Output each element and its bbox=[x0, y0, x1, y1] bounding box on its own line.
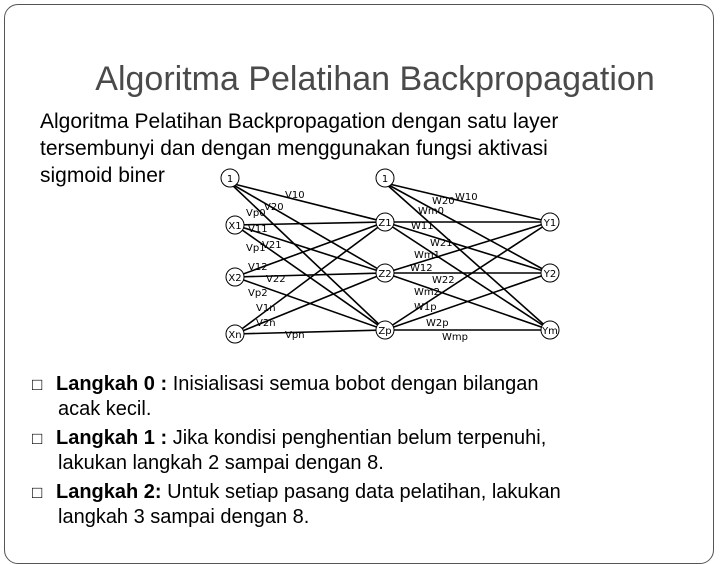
x2-label: X2 bbox=[228, 273, 242, 284]
step-1-cont: lakukan langkah 2 sampai dengan 8. bbox=[58, 452, 384, 474]
weight-v21: V21 bbox=[262, 240, 282, 251]
input-node-xn bbox=[226, 325, 244, 343]
input-node-x1 bbox=[226, 216, 244, 234]
weight-w12: W12 bbox=[410, 263, 433, 274]
hidden-node-zp bbox=[376, 321, 394, 339]
step-2 bbox=[32, 480, 712, 530]
bullet-icon: □ bbox=[32, 375, 43, 394]
bias-input-node bbox=[221, 169, 239, 187]
bullet-icon: □ bbox=[32, 483, 43, 502]
weight-wm0: Wm0 bbox=[418, 206, 444, 217]
xn-label: Xn bbox=[228, 330, 242, 341]
weight-v2n: V2n bbox=[256, 318, 276, 329]
intro-line-3: sigmoid biner bbox=[40, 164, 165, 187]
step-1 bbox=[32, 426, 712, 476]
z2-label: Z2 bbox=[378, 269, 392, 280]
weight-v11: V11 bbox=[248, 224, 268, 235]
weight-vpn: Vpn bbox=[285, 330, 305, 341]
output-node-y2 bbox=[541, 264, 559, 282]
weight-v1n: V1n bbox=[256, 303, 276, 314]
weight-vp2: Vp2 bbox=[248, 288, 268, 299]
weight-v20: V20 bbox=[264, 202, 284, 213]
step-2-cont: langkah 3 sampai dengan 8. bbox=[58, 506, 310, 528]
z1-label: Z1 bbox=[378, 218, 392, 229]
step-1-text: Jika kondisi penghentian belum terpenuhi, bbox=[172, 427, 547, 449]
output-node-ym bbox=[541, 321, 559, 339]
intro-line-2: tersembunyi dan dengan menggunakan fungsi aktivasi bbox=[40, 137, 548, 160]
weight-v12: V12 bbox=[248, 262, 268, 273]
weight-w2p: W2p bbox=[426, 318, 449, 329]
step-0 bbox=[32, 372, 712, 422]
ym-label: Ym bbox=[542, 326, 558, 337]
step-2-title: Langkah 2: bbox=[56, 481, 162, 503]
step-0-text: Inisialisasi semua bobot dengan bilangan bbox=[172, 373, 539, 395]
weight-w21: W21 bbox=[430, 238, 453, 249]
input-hidden-connections bbox=[230, 183, 385, 334]
hidden-output-connections bbox=[385, 183, 550, 330]
weight-v10: V10 bbox=[285, 190, 305, 201]
weight-wm2: Wm2 bbox=[414, 287, 440, 298]
hidden-output-weight-labels bbox=[410, 192, 478, 343]
bias-hidden-node bbox=[376, 169, 394, 187]
steps-list bbox=[32, 372, 712, 530]
weight-w1p: W1p bbox=[414, 302, 437, 313]
y1-label: Y1 bbox=[543, 218, 557, 229]
step-0-title: Langkah 0 : bbox=[56, 373, 168, 395]
step-2-text: Untuk setiap pasang data pelatihan, lakukan bbox=[167, 481, 561, 503]
step-1-title: Langkah 1 : bbox=[56, 427, 168, 449]
weight-vp1: Vp1 bbox=[246, 243, 266, 254]
bullet-icon: □ bbox=[32, 429, 43, 448]
zp-label: Zp bbox=[378, 326, 392, 337]
weight-v22: V22 bbox=[266, 274, 286, 285]
weight-w20: W20 bbox=[432, 196, 455, 207]
weight-w10: W10 bbox=[455, 192, 478, 203]
step-0-cont: acak kecil. bbox=[58, 398, 152, 420]
x1-label: X1 bbox=[228, 221, 242, 232]
slide-title: Algoritma Pelatihan Backpropagation bbox=[95, 60, 655, 98]
y2-label: Y2 bbox=[543, 269, 557, 280]
weight-w11: W11 bbox=[411, 221, 434, 232]
weight-wmp: Wmp bbox=[442, 332, 468, 343]
hidden-node-z2 bbox=[376, 264, 394, 282]
bias-input-label: 1 bbox=[226, 174, 234, 185]
output-node-y1 bbox=[541, 213, 559, 231]
hidden-node-z1 bbox=[376, 213, 394, 231]
input-node-x2 bbox=[226, 268, 244, 286]
weight-vp0: Vp0 bbox=[246, 208, 266, 219]
intro-line-1: Algoritma Pelatihan Backpropagation dengan satu layer bbox=[40, 110, 559, 133]
bias-hidden-label: 1 bbox=[381, 174, 389, 185]
weight-wm1: Wm1 bbox=[414, 250, 440, 261]
weight-w22: W22 bbox=[432, 275, 455, 286]
